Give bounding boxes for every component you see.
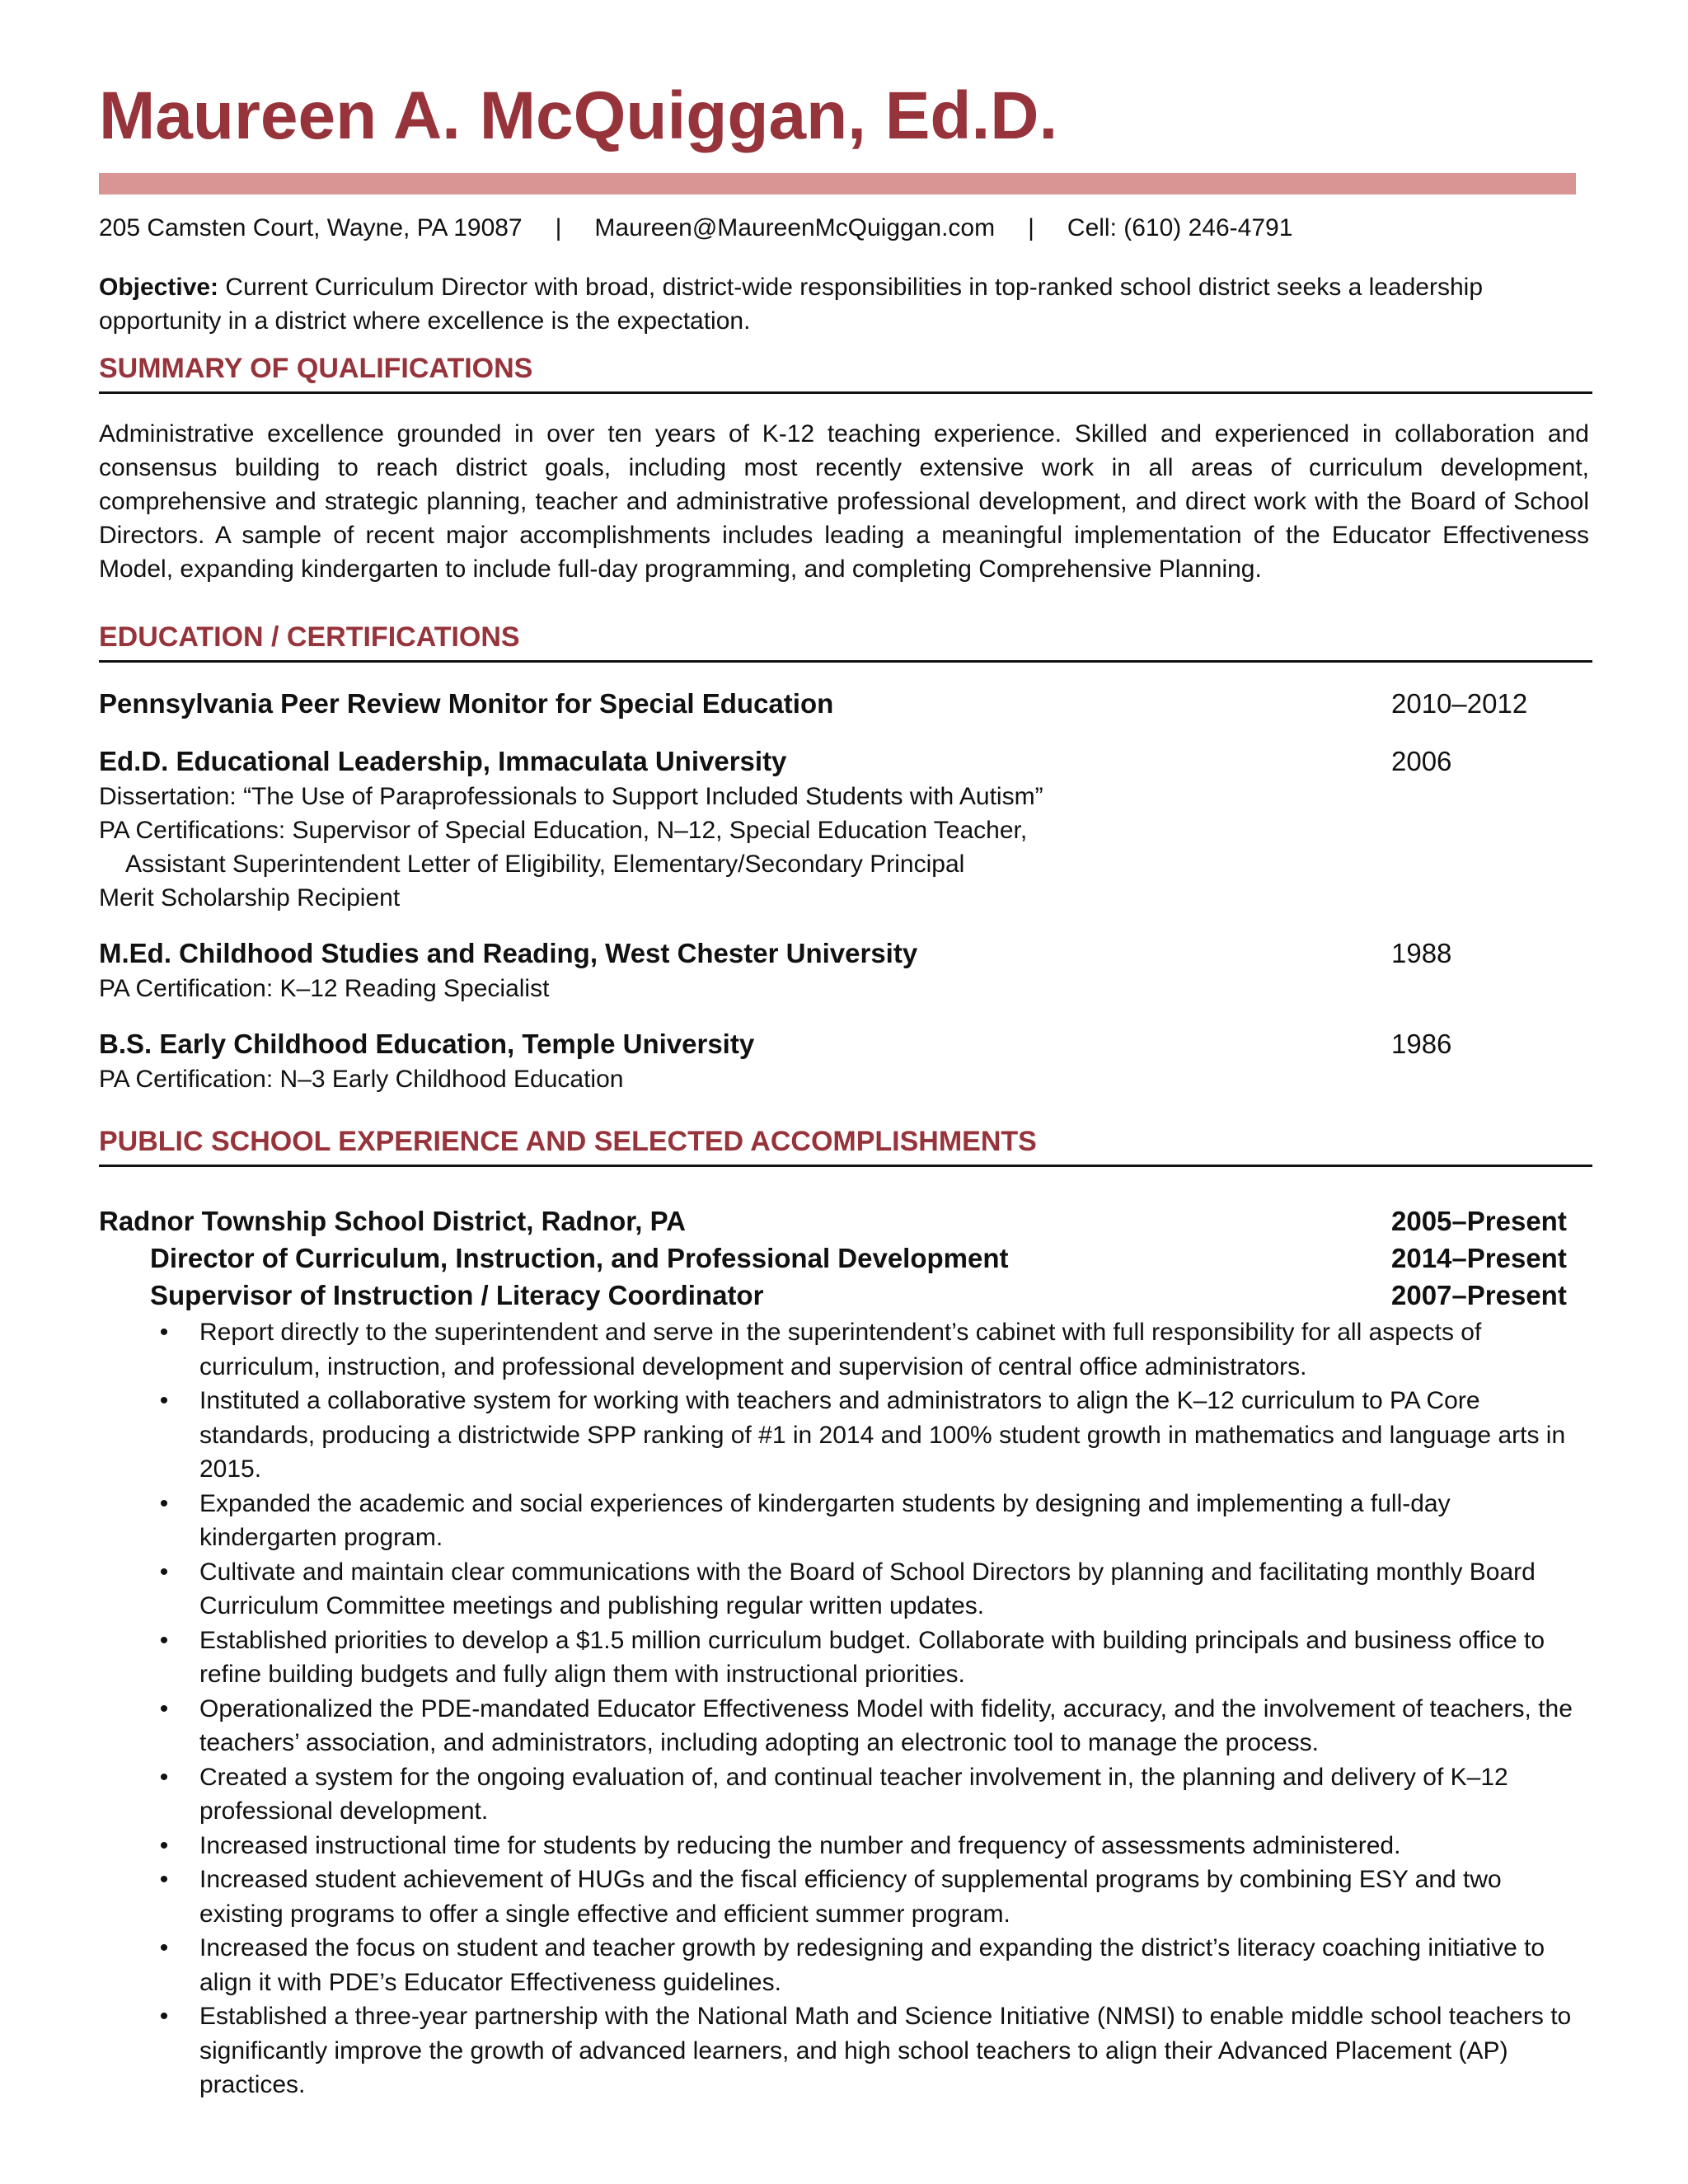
phone: Cell: (610) 246-4791 bbox=[1067, 214, 1293, 241]
education-detail: PA Certification: N–3 Early Childhood Education bbox=[99, 1066, 624, 1093]
bullet-icon: • bbox=[159, 1489, 169, 1517]
header-accent-bar bbox=[99, 173, 1576, 194]
education-year: 1986 bbox=[1391, 1029, 1452, 1059]
education-item bbox=[99, 935, 1582, 1005]
separator: | bbox=[555, 214, 562, 241]
education-detail: Dissertation: “The Use of Paraprofessionals to Support Included Students with Autism” bbox=[99, 783, 1043, 810]
education-title: M.Ed. Childhood Studies and Reading, West Chester University bbox=[99, 938, 918, 968]
accomplishment-list bbox=[152, 1315, 1586, 2102]
bullet-icon: • bbox=[159, 1831, 169, 1859]
bullet-icon: • bbox=[159, 1626, 169, 1654]
bullet-icon: • bbox=[159, 2003, 169, 2030]
employer-name: Radnor Township School District, Radnor, PA bbox=[99, 1206, 686, 1236]
candidate-name: Maureen A. McQuiggan, Ed.D. bbox=[99, 78, 1058, 153]
education-year: 2010–2012 bbox=[1391, 688, 1528, 719]
bullet-icon: • bbox=[159, 1934, 169, 1961]
education-title: Ed.D. Educational Leadership, Immaculata University bbox=[99, 746, 787, 776]
bullet-icon: • bbox=[159, 1319, 169, 1346]
accomplishment-item: • Report directly to the superintendent and serve in the superintendent’s cabinet with full responsibility for all aspects of curriculum, instruction, and professional development and supervision of central office administrators. bbox=[152, 1315, 1586, 1384]
bullet-icon: • bbox=[159, 1763, 169, 1791]
accomplishment-item: • Established priorities to develop a $1.5 million curriculum budget. Collaborate with building principals and business office to refine building budgets and fully align them with instructional priorities. bbox=[152, 1624, 1586, 1692]
employer-years: 2005–Present bbox=[1391, 1206, 1567, 1236]
bullet-icon: • bbox=[159, 1866, 169, 1893]
bullet-icon: • bbox=[159, 1694, 169, 1722]
contact-line bbox=[99, 212, 1576, 245]
separator: | bbox=[1028, 214, 1034, 241]
employer-block bbox=[99, 1202, 1582, 1314]
accomplishment-item: • Increased student achievement of HUGs and the fiscal efficiency of supplemental programs by combining ESY and two existing programs to offer a single effective and efficient summer program. bbox=[152, 1863, 1586, 1931]
role-title: Supervisor of Instruction / Literacy Coordinator bbox=[150, 1280, 764, 1310]
accomplishment-item: • Instituted a collaborative system for working with teachers and administrators to align the K–12 curriculum to PA Core standards, producing a districtwide SPP ranking of #1 in 2014 and 100% student growth in mathematics and language arts in 2015. bbox=[152, 1384, 1586, 1487]
bullet-icon: • bbox=[159, 1558, 169, 1586]
education-year: 1988 bbox=[1391, 938, 1452, 968]
education-detail: PA Certification: K–12 Reading Specialist bbox=[99, 975, 550, 1002]
address: 205 Camsten Court, Wayne, PA 19087 bbox=[99, 214, 523, 241]
accomplishment-item: • Cultivate and maintain clear communications with the Board of School Directors by planning and facilitating monthly Board Curriculum Committee meetings and publishing regular written updates. bbox=[152, 1555, 1586, 1624]
objective-paragraph bbox=[99, 270, 1582, 338]
education-item bbox=[99, 743, 1582, 915]
objective-label: Objective: bbox=[99, 274, 219, 301]
summary-heading: SUMMARY OF QUALIFICATIONS bbox=[99, 350, 1592, 394]
education-title: B.S. Early Childhood Education, Temple University bbox=[99, 1029, 755, 1059]
objective-text: Current Curriculum Director with broad, district-wide responsibilities in top-ranked school district seeks a leadership opportunity in a district where excellence is the expectation. bbox=[99, 274, 1484, 335]
education-detail: PA Certifications: Supervisor of Special Education, N–12, Special Education Teacher, bbox=[99, 817, 1028, 844]
role-years: 2014–Present bbox=[1391, 1243, 1567, 1273]
role-years: 2007–Present bbox=[1391, 1280, 1567, 1310]
role-title: Director of Curriculum, Instruction, and Professional Development bbox=[150, 1243, 1009, 1273]
education-title: Pennsylvania Peer Review Monitor for Special Education bbox=[99, 688, 834, 719]
bullet-icon: • bbox=[159, 1387, 169, 1414]
accomplishment-item: • Increased the focus on student and teacher growth by redesigning and expanding the district’s literacy coaching initiative to align it with PDE’s Educator Effectiveness guidelines. bbox=[152, 1931, 1586, 1999]
accomplishment-item: • Created a system for the ongoing evaluation of, and continual teacher involvement in, the planning and delivery of K–12 professional development. bbox=[152, 1760, 1586, 1829]
accomplishment-item: • Established a three-year partnership with the National Math and Science Initiative (NMSI) to enable middle school teachers to significantly improve the growth of advanced learners, and high school teachers to align their Advanced Placement (AP) practices. bbox=[152, 1999, 1586, 2102]
accomplishment-item: • Operationalized the PDE-mandated Educator Effectiveness Model with fidelity, accuracy, and the involvement of teachers, the teachers’ association, and administrators, including adopting an electronic tool to manage the process. bbox=[152, 1692, 1586, 1760]
email-link[interactable]: Maureen@MaureenMcQuiggan.com bbox=[594, 214, 996, 241]
education-item bbox=[99, 686, 1582, 722]
education-heading: EDUCATION / CERTIFICATIONS bbox=[99, 619, 1592, 663]
education-item bbox=[99, 1026, 1582, 1096]
summary-paragraph: Administrative excellence grounded in over ten years of K-12 teaching experience. Skilled and experienced in collaboration and consensus building to reach district goals, including most recently extensive work in all areas of curriculum development, comprehensive and strategic planning, teacher and administrative professional development, and direct work with the Board of School Directors. A sample of recent major accomplishments includes leading a meaningful implementation of the Educator Effectiveness Model, expanding kindergarten to include full-day programming, and completing Comprehensive Planning. bbox=[99, 420, 1589, 583]
education-year: 2006 bbox=[1391, 746, 1452, 776]
accomplishment-item: • Expanded the academic and social experiences of kindergarten students by designing and implementing a full-day kindergarten program. bbox=[152, 1487, 1586, 1555]
experience-heading: PUBLIC SCHOOL EXPERIENCE AND SELECTED ACCOMPLISHMENTS bbox=[99, 1123, 1592, 1167]
education-detail: Merit Scholarship Recipient bbox=[99, 884, 401, 912]
education-detail: Assistant Superintendent Letter of Eligibility, Elementary/Secondary Principal bbox=[125, 851, 965, 878]
accomplishment-item: • Increased instructional time for students by reducing the number and frequency of assessments administered. bbox=[152, 1829, 1586, 1863]
